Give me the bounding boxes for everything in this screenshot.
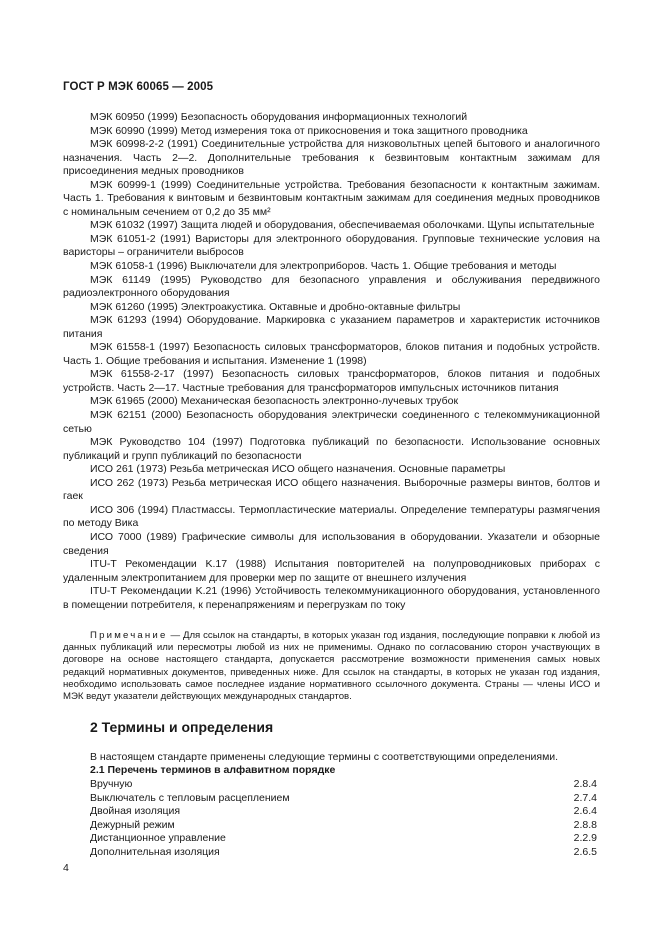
- term-name: Дежурный режим: [90, 818, 175, 831]
- section-title: 2 Термины и определения: [90, 719, 274, 735]
- subsection-title: 2.1 Перечень терминов в алфавитном порядке: [90, 764, 336, 776]
- reference-item: МЭК 61293 (1994) Оборудование. Маркировка с указанием параметров и характеристик источников питания: [63, 314, 600, 340]
- term-ref: 2.2.9: [573, 832, 597, 845]
- section-intro: В настоящем стандарте применены следующие термины с соответствующими определениями.: [90, 751, 559, 763]
- terms-list: [90, 778, 597, 860]
- reference-item: МЭК Руководство 104 (1997) Подготовка публикаций по безопасности. Использование основных публикаций и групп публикаций по безопасности: [63, 436, 600, 462]
- reference-item: МЭК 61260 (1995) Электроакустика. Октавные и дробно-октавные фильтры: [90, 300, 461, 313]
- reference-item: МЭК 62151 (2000) Безопасность оборудования электрически соединенного с телекоммуникационной сетью: [63, 409, 600, 435]
- term-name: Вручную: [90, 778, 133, 790]
- term-row: [90, 832, 597, 846]
- reference-item: ИСО 261 (1973) Резьба метрическая ИСО общего назначения. Основные параметры: [90, 463, 506, 476]
- page-number: 4: [63, 862, 69, 874]
- term-name: Дополнительная изоляция: [90, 845, 220, 858]
- running-head: ГОСТ Р МЭК 60065 — 2005: [63, 81, 214, 93]
- term-ref: 2.8.4: [573, 778, 597, 790]
- term-ref: 2.6.5: [573, 845, 597, 858]
- reference-item: МЭК 60998-2-2 (1991) Соединительные устройства для низковольтных цепей бытового и аналогичного назначения. Часть 2—2. Дополнительные требования к безвинтовым контактным зажимам для присоединения медных проводников: [63, 138, 600, 178]
- term-row: [90, 846, 597, 860]
- term-ref: 2.6.4: [573, 805, 597, 818]
- note-label: Примечание: [90, 630, 168, 641]
- reference-item: МЭК 61149 (1995) Руководство для безопасного управления и обслуживания передвижного радиоэлектронного оборудования: [63, 273, 600, 300]
- term-name: Выключатель с тепловым расцеплением: [90, 791, 290, 804]
- reference-item: МЭК 61558-2-17 (1997) Безопасность силовых трансформаторов, блоков питания и подобных устройств. Часть 2—17. Частные требования для трансформаторов импульсных источников питания: [63, 368, 600, 394]
- reference-list: [63, 111, 600, 612]
- reference-item: МЭК 61558-1 (1997) Безопасность силовых трансформаторов, блоков питания и подобных устройств. Часть 1. Общие требования и испытания. Изменение 1 (1998): [63, 341, 600, 367]
- term-ref: 2.7.4: [573, 791, 597, 804]
- reference-item: МЭК 61058-1 (1996) Выключатели для электроприборов. Часть 1. Общие требования и методы: [90, 260, 557, 273]
- reference-item: МЭК 61051-2 (1991) Варисторы для электронного оборудования. Групповые технические условия на варисторы – ограничители выбросов: [63, 232, 600, 259]
- note-block: [63, 630, 600, 703]
- reference-item: ITU-T Рекомендации K.21 (1996) Устойчивость телекоммуникационного оборудования, установленного в помещении потребителя, к перенапряжениям и перегрузкам по току: [63, 585, 600, 611]
- term-row: [90, 819, 597, 833]
- reference-item: МЭК 60950 (1999) Безопасность оборудования информационных технологий: [90, 111, 468, 123]
- term-row: [90, 792, 597, 806]
- term-ref: 2.8.8: [573, 818, 597, 831]
- reference-item: МЭК 61032 (1997) Защита людей и оборудования, обеспечиваемая оболочками. Щупы испытательные: [90, 219, 595, 232]
- term-row: [90, 778, 597, 792]
- reference-item: ИСО 7000 (1989) Графические символы для использования в оборудовании. Указатели и обзорные сведения: [63, 530, 600, 557]
- reference-item: МЭК 60990 (1999) Метод измерения тока от прикосновения и тока защитного проводника: [90, 124, 528, 137]
- reference-item: МЭК 61965 (2000) Механическая безопасность электронно-лучевых трубок: [90, 395, 459, 408]
- reference-item: ITU-T Рекомендации K.17 (1988) Испытания повторителей на полупроводниковых приборах с удаленным электропитанием для проверки мер по защите от внешнего излучения: [63, 558, 600, 584]
- note-text: — Для ссылок на стандарты, в которых указан год издания, последующие поправки к любой из данных публикаций или пересмотры любой из них не применимы. Однако по согласованию сторон участвующих в договоре на основе настоящего стандарта, допускается рассмотрение возможности применения самых новых редакций нормативных документов, приведенных ниже. Для ссылок на стандарты, в которых не указан год издания, необходимо использовать самое последнее издание нормативного ссылочного документа. Страны — члены ИСО и МЭК ведут указатели действующих международных стандартов.: [63, 630, 600, 703]
- reference-item: МЭК 60999-1 (1999) Соединительные устройства. Требования безопасности к контактным зажимам. Часть 1. Требования к винтовым и безвинтовым контактным зажимам для соединения медных проводников с номинальным сечением от 0,2 до 35 мм²: [63, 178, 600, 218]
- reference-item: ИСО 306 (1994) Пластмассы. Термопластические материалы. Определение температуры размягчения по методу Вика: [63, 503, 600, 530]
- term-name: Двойная изоляция: [90, 805, 181, 818]
- term-row: [90, 805, 597, 819]
- reference-item: ИСО 262 (1973) Резьба метрическая ИСО общего назначения. Выборочные размеры винтов, болтов и гаек: [63, 476, 600, 503]
- term-name: Дистанционное управление: [90, 832, 226, 845]
